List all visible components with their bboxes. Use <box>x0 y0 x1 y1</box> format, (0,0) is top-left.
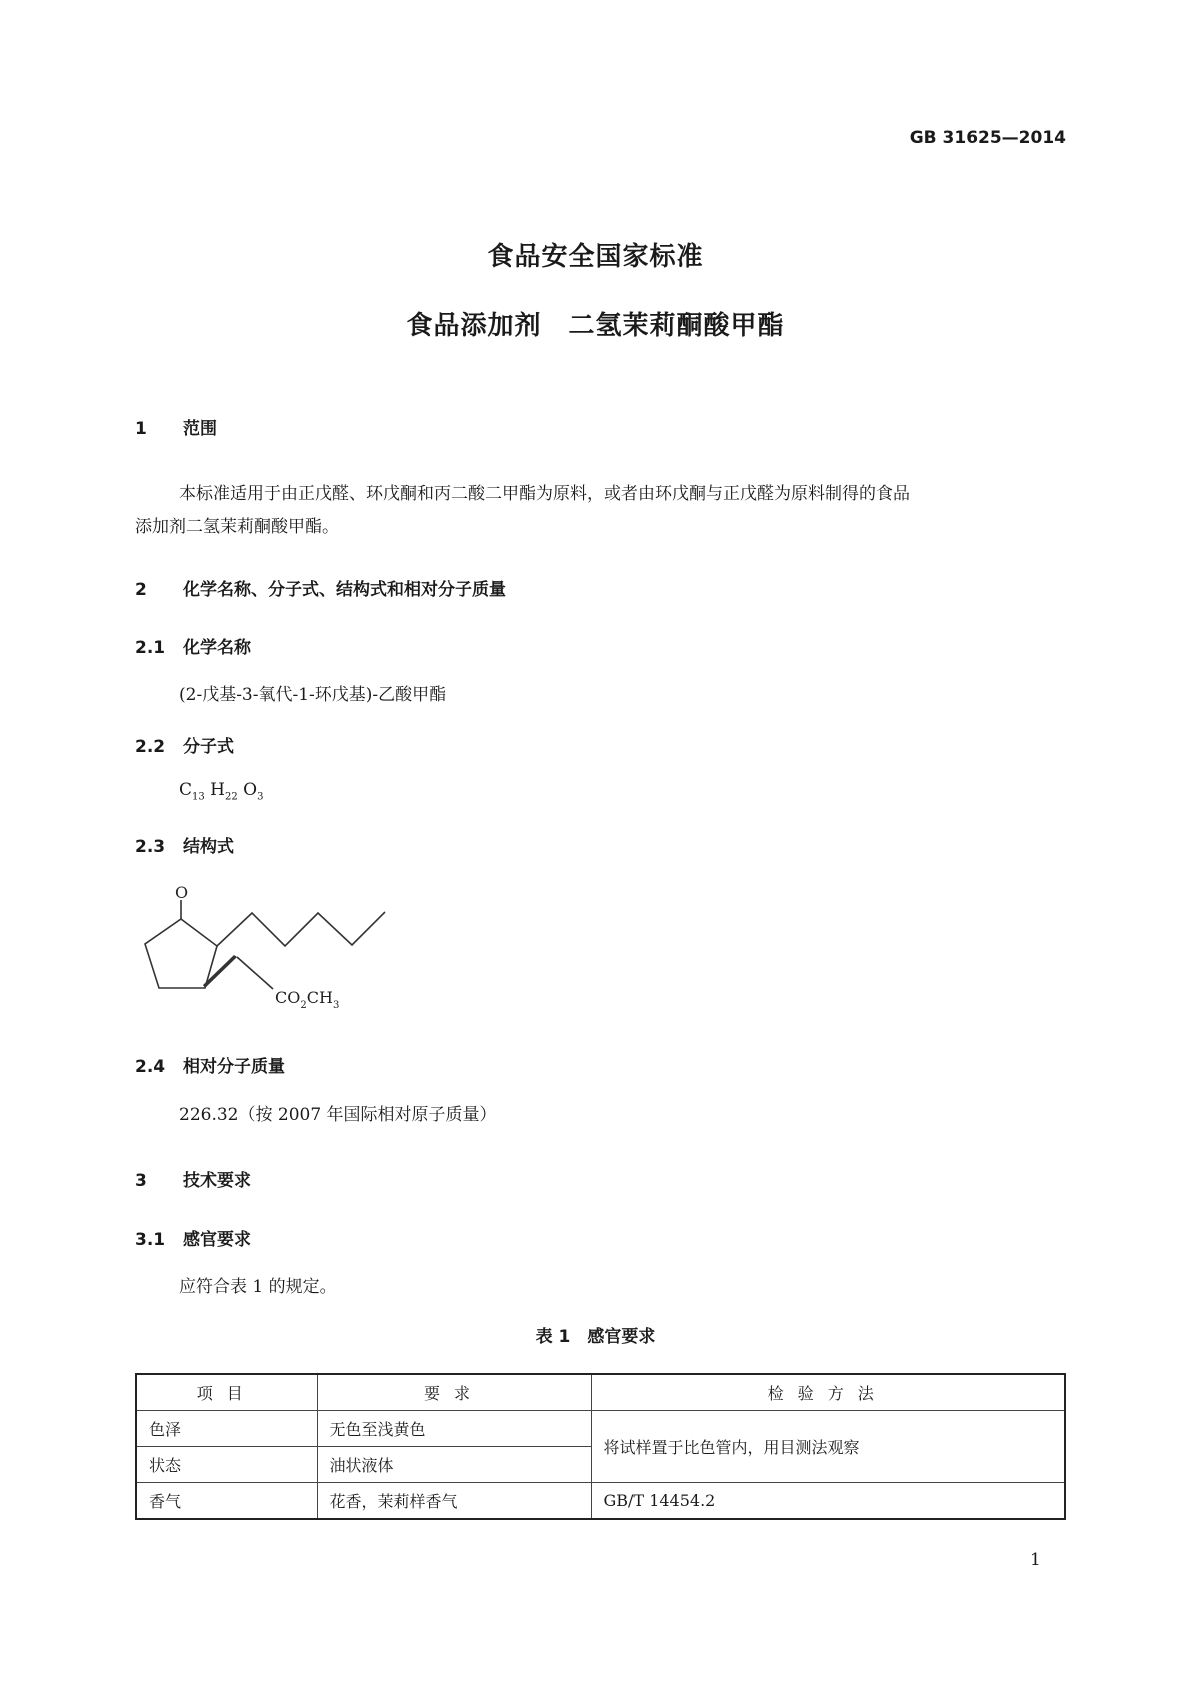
table-caption: 表 1 感官要求 <box>535 1327 656 1347</box>
section-title: 感官要求 <box>183 1230 251 1250</box>
section-2-2-heading <box>135 732 234 757</box>
section-title: 分子式 <box>183 737 234 757</box>
section-number: 2.3 <box>135 837 166 857</box>
section-title: 化学名称、分子式、结构式和相对分子质量 <box>183 580 506 600</box>
scope-paragraph-line1: 本标准适用于由正戊醛、环戊酮和丙二酸二甲酯为原料，或者由环戊酮与正戊醛为原料制得的食品 <box>179 484 910 504</box>
cell-item: 色泽 <box>136 1411 317 1447</box>
cell-item: 状态 <box>136 1447 317 1483</box>
count-o: 3 <box>257 791 264 803</box>
chemical-name: (2-戊基-3-氧代-1-环戊基)-乙酸甲酯 <box>179 685 447 705</box>
element-c: C <box>179 780 193 800</box>
cell-requirement: 油状液体 <box>317 1447 591 1483</box>
header-item: 项目 <box>136 1374 317 1411</box>
header-method: 检验方法 <box>591 1374 1065 1411</box>
molecular-formula <box>179 780 263 802</box>
section-number: 2.4 <box>135 1057 166 1077</box>
title-sub: 食品添加剂 二氢茉莉酮酸甲酯 <box>406 311 785 341</box>
standard-number: GB 31625—2014 <box>909 128 1066 148</box>
section-2-4-heading <box>135 1052 285 1077</box>
section-number: 3.1 <box>135 1230 166 1250</box>
section-number: 2.2 <box>135 737 166 757</box>
cell-method: GB/T 14454.2 <box>591 1483 1065 1520</box>
section-2-heading <box>135 575 506 600</box>
cyclopentane-ring <box>145 919 217 988</box>
table-row <box>136 1483 1065 1520</box>
count-c: 13 <box>192 791 205 803</box>
header-requirement: 要求 <box>317 1374 591 1411</box>
section-2-1-heading <box>135 633 251 658</box>
section-1-heading <box>135 414 217 439</box>
section-title: 范围 <box>183 419 217 439</box>
section-number: 2 <box>135 580 147 600</box>
title-main: 食品安全国家标准 <box>487 242 704 272</box>
ester-label: $CO_2CH_3$ <box>275 988 340 1011</box>
page-number: 1 <box>1030 1550 1041 1570</box>
pentyl-chain <box>217 912 385 946</box>
section-3-1-heading <box>135 1225 251 1250</box>
count-h: 22 <box>224 791 238 803</box>
section-title: 相对分子质量 <box>183 1057 285 1077</box>
section-title: 技术要求 <box>183 1171 251 1191</box>
cell-method: 将试样置于比色管内，用目测法观察 <box>591 1411 1065 1483</box>
section-3-heading <box>135 1166 251 1191</box>
wedge-bond <box>203 955 237 988</box>
molecular-mass: 226.32（按 2007 年国际相对原子质量） <box>179 1105 497 1125</box>
cell-item: 香气 <box>136 1483 317 1520</box>
scope-paragraph-line2: 添加剂二氢茉莉酮酸甲酯。 <box>135 517 339 537</box>
sensory-table <box>135 1373 1066 1520</box>
element-h: H <box>210 780 225 800</box>
section-title: 结构式 <box>183 837 234 857</box>
element-o: O <box>243 780 258 800</box>
oxygen-label: O <box>175 883 189 902</box>
ester-chain <box>237 957 273 989</box>
section-title: 化学名称 <box>183 638 251 658</box>
section-number: 2.1 <box>135 638 166 658</box>
table-row <box>136 1411 1065 1447</box>
section-number: 3 <box>135 1171 147 1191</box>
sensory-text: 应符合表 1 的规定。 <box>179 1277 337 1297</box>
table-header-row <box>136 1374 1065 1411</box>
cell-requirement: 花香，茉莉样香气 <box>317 1483 591 1520</box>
section-number: 1 <box>135 419 147 439</box>
cell-requirement: 无色至浅黄色 <box>317 1411 591 1447</box>
section-2-3-heading <box>135 832 234 857</box>
